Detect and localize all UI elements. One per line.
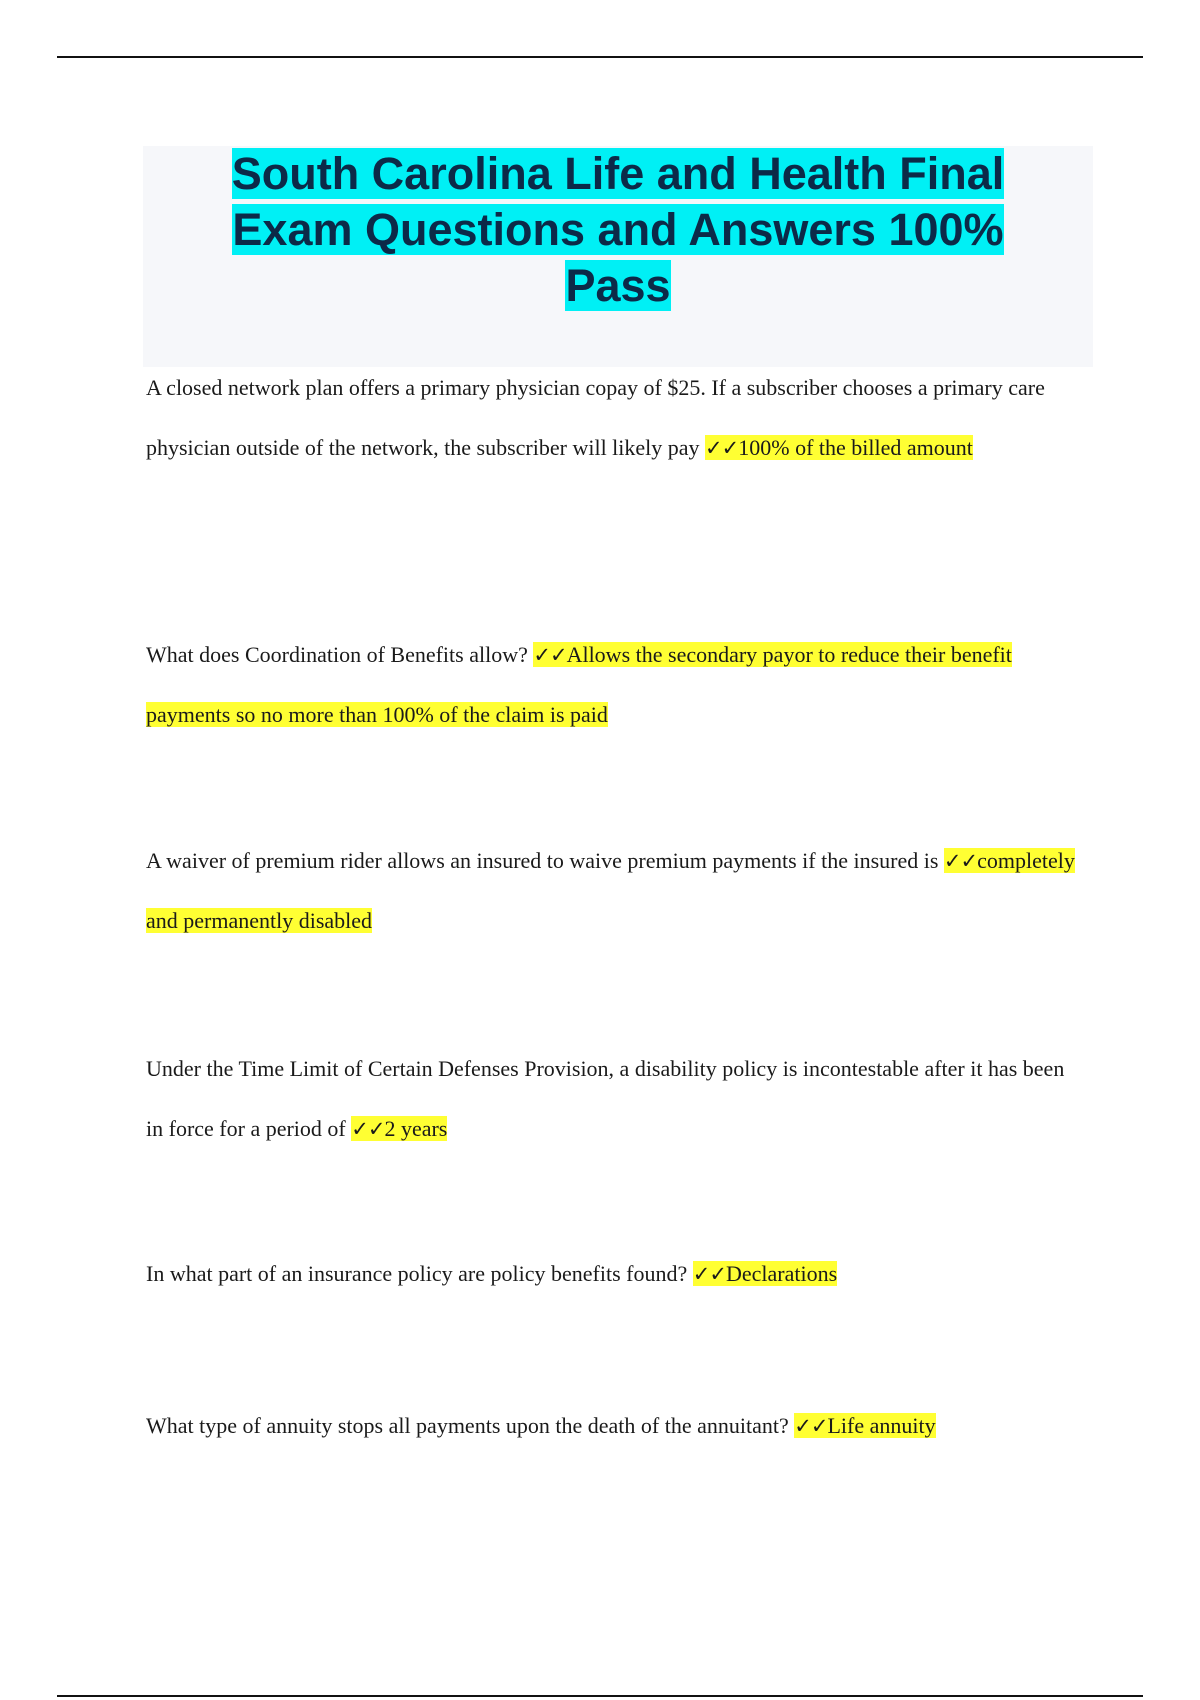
qa-item	[146, 625, 1086, 745]
title-panel	[143, 146, 1093, 367]
answer-text: Allows the secondary payor to reduce their benefit payments so no more than 100% of the claim is paid	[146, 642, 1012, 727]
title-line-2: Exam Questions and Answers 100%	[232, 204, 1004, 255]
answer-highlight	[693, 1261, 837, 1286]
answer-highlight	[351, 1116, 447, 1141]
check-icon: ✓✓	[692, 1262, 726, 1286]
check-icon: ✓✓	[705, 436, 739, 460]
answer-text: 100% of the billed amount	[738, 435, 973, 460]
check-icon: ✓✓	[533, 643, 567, 667]
top-rule	[57, 56, 1143, 58]
title-line-1: South Carolina Life and Health Final	[231, 148, 1005, 199]
bottom-rule	[57, 1695, 1143, 1697]
answer-text: completely and permanently disabled	[146, 848, 1075, 933]
qa-item	[146, 831, 1086, 951]
answer-text: 2 years	[384, 1116, 448, 1141]
answer-text: Declarations	[725, 1261, 838, 1286]
check-icon: ✓✓	[794, 1414, 828, 1438]
question-text: A closed network plan offers a primary physician copay of $25. If a subscriber chooses a primary care physician outside of the network, the subscriber will likely pay	[146, 375, 1045, 460]
answer-highlight	[705, 435, 973, 460]
question-text: A waiver of premium rider allows an insured to waive premium payments if the insured is	[146, 848, 944, 873]
answer-text: Life annuity	[827, 1413, 936, 1438]
question-text: What type of annuity stops all payments upon the death of the annuitant?	[146, 1413, 795, 1438]
check-icon: ✓✓	[351, 1117, 385, 1141]
qa-item	[146, 1039, 1086, 1159]
question-text: In what part of an insurance policy are policy benefits found?	[146, 1261, 693, 1286]
document-title	[193, 146, 1043, 314]
qa-item	[146, 358, 1086, 478]
title-line-3: Pass	[565, 260, 671, 311]
question-text: Under the Time Limit of Certain Defenses Provision, a disability policy is incontestable after it has been in force for a period of	[146, 1056, 1065, 1141]
qa-item	[146, 1244, 837, 1304]
qa-item	[146, 1396, 936, 1456]
answer-highlight	[794, 1413, 935, 1438]
question-text: What does Coordination of Benefits allow?	[146, 642, 534, 667]
check-icon: ✓✓	[943, 849, 978, 873]
